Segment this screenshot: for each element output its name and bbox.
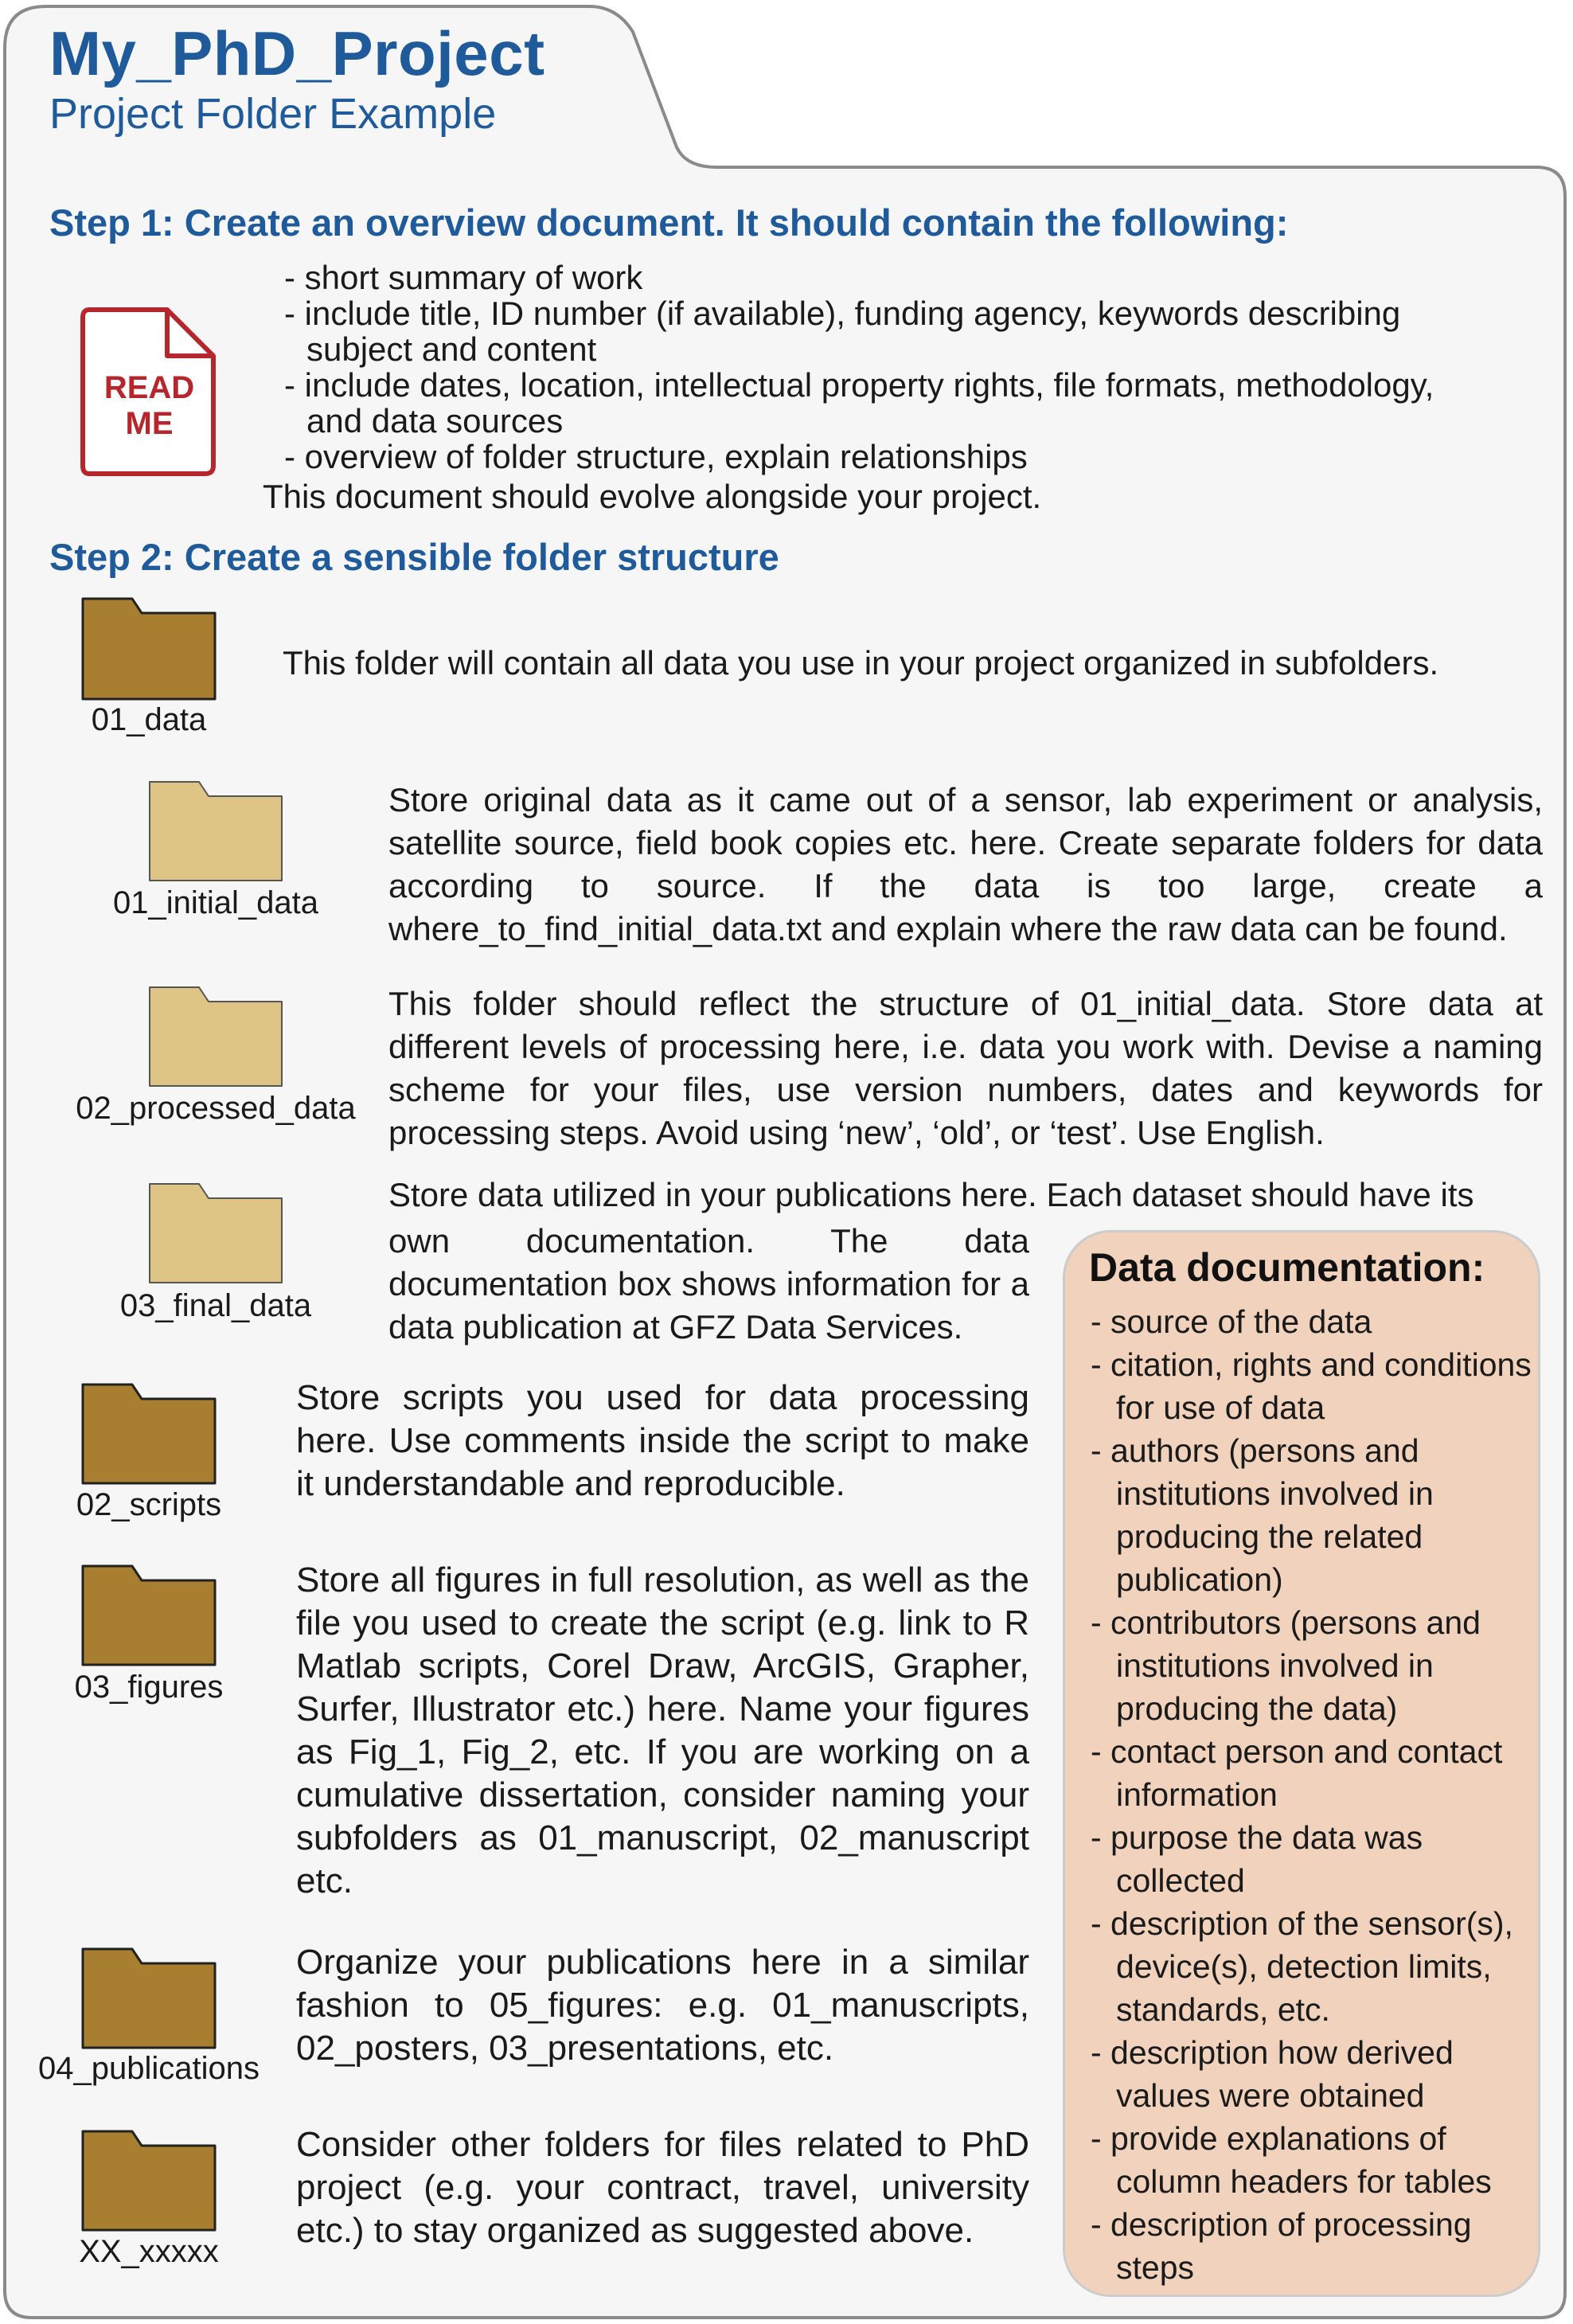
page-subtitle: Project Folder Example <box>49 90 497 138</box>
data-documentation-item: - authors (persons and institutions involved in producing the related publication) <box>1091 1432 1434 1598</box>
data-documentation-item: - description of the sensor(s), device(s), detection limits, standards, etc. <box>1091 1905 1513 2028</box>
folder-icon-xx-xxxxx <box>81 2130 217 2232</box>
data-documentation-item: - contributors (persons and institutions involved in producing the data) <box>1091 1604 1481 1727</box>
folder-description-03-final-data-line1: Store data utilized in your publications here. Each dataset should have its <box>388 1176 1474 1213</box>
folder-icon-04-publications <box>81 1947 217 2049</box>
folder-label-xx-xxxxx: XX_xxxxx <box>79 2234 219 2269</box>
data-documentation-item: - description of processing steps <box>1091 2206 1472 2286</box>
data-documentation-item: - description how derived values were obtained <box>1091 2034 1454 2114</box>
page-title: My_PhD_Project <box>49 18 545 88</box>
folder-description-03-final-data-rest: own documentation. The data documentation box shows information for a data publication at GFZ Data Services. <box>388 1222 1029 1346</box>
data-documentation-item: - purpose the data was collected <box>1091 1819 1423 1899</box>
folder-description-03-figures: Store all figures in full resolution, as well as the file you used to create the script (e.g. link to R Matlab scripts, Corel Draw, ArcGIS, Grapher, Surfer, Illustrator etc.) here. Name your figures as Fig_1, Fig_2, etc. If you are working on a cumulative dissertation, consider naming your subfolders as 01_manuscript, 02_manuscript etc. <box>296 1560 1029 1900</box>
folder-icon-01-data <box>81 597 217 701</box>
folder-label-02-processed-data: 02_processed_data <box>76 1091 356 1126</box>
step2-heading: Step 2: Create a sensible folder structure <box>49 536 779 578</box>
folder-label-03-final-data: 03_final_data <box>119 1288 312 1323</box>
folder-label-03-figures: 03_figures <box>74 1670 224 1705</box>
folder-icon-01-initial-data <box>148 780 283 882</box>
readme-icon-text-line2: ME <box>125 406 174 441</box>
folder-icon-02-scripts <box>81 1383 217 1485</box>
data-documentation-item: - source of the data <box>1091 1303 1372 1340</box>
data-documentation-item: - citation, rights and conditions for use of data <box>1091 1346 1532 1426</box>
folder-label-02-scripts: 02_scripts <box>76 1487 222 1522</box>
folder-description-01-initial-data: Store original data as it came out of a sensor, lab experiment or analysis, satellite source, field book copies etc. here. Create separate folders for data according to source. If the data is too large, create a where_to_find_initial_data.txt and explain where the raw data can be found. <box>388 781 1543 947</box>
folder-icon-03-figures <box>81 1564 217 1666</box>
data-documentation-item: - provide explanations of column headers for tables <box>1091 2120 1492 2200</box>
step1-heading: Step 1: Create an overview document. It should contain the following: <box>49 201 1289 244</box>
folder-description-04-publications: Organize your publications here in a similar fashion to 05_figures: e.g. 01_manuscripts, 02_posters, 03_presentations, etc. <box>296 1943 1029 2068</box>
step1-closing: This document should evolve alongside your project. <box>263 478 1042 515</box>
folder-label-04-publications: 04_publications <box>38 2051 260 2086</box>
folder-description-xx-xxxxx: Consider other folders for files related to PhD project (e.g. your contract, travel, university etc.) to stay organized as suggested above. <box>296 2125 1029 2250</box>
data-documentation-list <box>1091 1300 1532 2289</box>
folder-label-01-data: 01_data <box>91 702 207 737</box>
data-documentation-item: - contact person and contact information <box>1091 1733 1503 1813</box>
data-documentation-title: Data documentation: <box>1089 1245 1485 1290</box>
step1-bullet: - include dates, location, intellectual property rights, file formats, methodology, and data sources <box>284 366 1434 439</box>
step1-bullet-list <box>284 260 1494 475</box>
step1-bullet: - overview of folder structure, explain relationships <box>284 438 1028 475</box>
folder-description-02-processed-data: This folder should reflect the structure of 01_initial_data. Store data at different levels of processing here, i.e. data you work with. Devise a naming scheme for your files, use version numbers, dates and keywords for processing steps. Avoid using ‘new’, ‘old’, or ‘test’. Use English. <box>388 985 1543 1151</box>
folder-description-01-data: This folder will contain all data you use in your project organized in subfolders. <box>283 644 1439 682</box>
folder-label-01-initial-data: 01_initial_data <box>113 885 318 920</box>
folder-icon-02-processed-data <box>148 986 283 1088</box>
step1-bullet: - short summary of work <box>284 259 643 296</box>
folder-description-02-scripts: Store scripts you used for data processing here. Use comments inside the script to make it understandable and reproducible. <box>296 1378 1029 1503</box>
folder-icon-03-final-data <box>148 1182 283 1284</box>
readme-icon-text-line1: READ <box>103 370 195 405</box>
step1-bullet: - include title, ID number (if available), funding agency, keywords describing subject and content <box>284 295 1401 368</box>
readme-file-icon <box>80 307 219 478</box>
